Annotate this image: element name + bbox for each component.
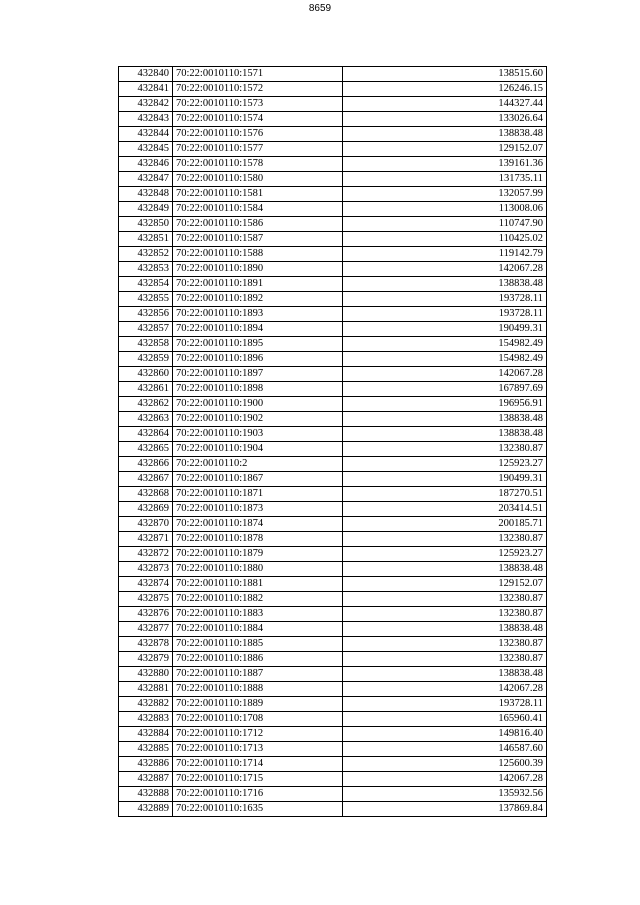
row-id-cell: 432885 <box>119 742 173 757</box>
value-cell: 200185.71 <box>343 517 547 532</box>
cadastral-number-cell: 70:22:0010110:1635 <box>173 802 343 817</box>
cadastral-number-cell: 70:22:0010110:1580 <box>173 172 343 187</box>
table-row <box>119 187 547 202</box>
table-row <box>119 67 547 82</box>
table-row <box>119 427 547 442</box>
cadastral-number-cell: 70:22:0010110:1577 <box>173 142 343 157</box>
value-cell: 138838.48 <box>343 667 547 682</box>
table-row <box>119 382 547 397</box>
row-id-cell: 432865 <box>119 442 173 457</box>
table-row <box>119 757 547 772</box>
cadastral-number-cell: 70:22:0010110:1883 <box>173 607 343 622</box>
row-id-cell: 432884 <box>119 727 173 742</box>
value-cell: 196956.91 <box>343 397 547 412</box>
cadastral-number-cell: 70:22:0010110:1874 <box>173 517 343 532</box>
table-row <box>119 547 547 562</box>
value-cell: 129152.07 <box>343 577 547 592</box>
row-id-cell: 432871 <box>119 532 173 547</box>
value-cell: 131735.11 <box>343 172 547 187</box>
row-id-cell: 432858 <box>119 337 173 352</box>
table-row <box>119 667 547 682</box>
table-row <box>119 562 547 577</box>
table-row <box>119 352 547 367</box>
table-row <box>119 502 547 517</box>
table-row <box>119 202 547 217</box>
cadastral-number-cell: 70:22:0010110:1712 <box>173 727 343 742</box>
row-id-cell: 432864 <box>119 427 173 442</box>
table-row <box>119 337 547 352</box>
row-id-cell: 432851 <box>119 232 173 247</box>
cadastral-number-cell: 70:22:0010110:1576 <box>173 127 343 142</box>
table-row <box>119 82 547 97</box>
value-cell: 165960.41 <box>343 712 547 727</box>
table-row <box>119 802 547 817</box>
cadastral-number-cell: 70:22:0010110:1708 <box>173 712 343 727</box>
value-cell: 110425.02 <box>343 232 547 247</box>
cadastral-number-cell: 70:22:0010110:1882 <box>173 592 343 607</box>
value-cell: 132380.87 <box>343 637 547 652</box>
table-row <box>119 367 547 382</box>
cadastral-number-cell: 70:22:0010110:1578 <box>173 157 343 172</box>
table-row <box>119 307 547 322</box>
cadastral-number-cell: 70:22:0010110:1892 <box>173 292 343 307</box>
table-row <box>119 97 547 112</box>
cadastral-number-cell: 70:22:0010110:1571 <box>173 67 343 82</box>
row-id-cell: 432861 <box>119 382 173 397</box>
table-row <box>119 127 547 142</box>
row-id-cell: 432882 <box>119 697 173 712</box>
table-row <box>119 262 547 277</box>
cadastral-number-cell: 70:22:0010110:1895 <box>173 337 343 352</box>
table-row <box>119 772 547 787</box>
cadastral-number-cell: 70:22:0010110:1884 <box>173 622 343 637</box>
value-cell: 142067.28 <box>343 262 547 277</box>
row-id-cell: 432852 <box>119 247 173 262</box>
table-row <box>119 157 547 172</box>
table-row <box>119 727 547 742</box>
value-cell: 125923.27 <box>343 547 547 562</box>
data-table <box>118 66 547 817</box>
value-cell: 125923.27 <box>343 457 547 472</box>
row-id-cell: 432840 <box>119 67 173 82</box>
row-id-cell: 432872 <box>119 547 173 562</box>
cadastral-number-cell: 70:22:0010110:1891 <box>173 277 343 292</box>
table-row <box>119 292 547 307</box>
row-id-cell: 432862 <box>119 397 173 412</box>
value-cell: 193728.11 <box>343 307 547 322</box>
cadastral-number-cell: 70:22:0010110:1898 <box>173 382 343 397</box>
row-id-cell: 432889 <box>119 802 173 817</box>
row-id-cell: 432854 <box>119 277 173 292</box>
row-id-cell: 432845 <box>119 142 173 157</box>
table-body <box>119 67 547 817</box>
row-id-cell: 432866 <box>119 457 173 472</box>
table-row <box>119 712 547 727</box>
cadastral-number-cell: 70:22:0010110:1896 <box>173 352 343 367</box>
row-id-cell: 432860 <box>119 367 173 382</box>
cadastral-number-cell: 70:22:0010110:1904 <box>173 442 343 457</box>
cadastral-number-cell: 70:22:0010110:1572 <box>173 82 343 97</box>
cadastral-number-cell: 70:22:0010110:2 <box>173 457 343 472</box>
value-cell: 144327.44 <box>343 97 547 112</box>
cadastral-number-cell: 70:22:0010110:1886 <box>173 652 343 667</box>
cadastral-number-cell: 70:22:0010110:1714 <box>173 757 343 772</box>
value-cell: 154982.49 <box>343 337 547 352</box>
table-row <box>119 487 547 502</box>
cadastral-number-cell: 70:22:0010110:1867 <box>173 472 343 487</box>
value-cell: 132380.87 <box>343 607 547 622</box>
row-id-cell: 432887 <box>119 772 173 787</box>
row-id-cell: 432888 <box>119 787 173 802</box>
row-id-cell: 432848 <box>119 187 173 202</box>
cadastral-number-cell: 70:22:0010110:1881 <box>173 577 343 592</box>
cadastral-number-cell: 70:22:0010110:1716 <box>173 787 343 802</box>
row-id-cell: 432855 <box>119 292 173 307</box>
cadastral-number-cell: 70:22:0010110:1588 <box>173 247 343 262</box>
cadastral-number-cell: 70:22:0010110:1587 <box>173 232 343 247</box>
table-row <box>119 607 547 622</box>
table-row <box>119 592 547 607</box>
value-cell: 132057.99 <box>343 187 547 202</box>
cadastral-number-cell: 70:22:0010110:1879 <box>173 547 343 562</box>
cadastral-number-cell: 70:22:0010110:1903 <box>173 427 343 442</box>
cadastral-number-cell: 70:22:0010110:1871 <box>173 487 343 502</box>
cadastral-number-cell: 70:22:0010110:1893 <box>173 307 343 322</box>
value-cell: 113008.06 <box>343 202 547 217</box>
cadastral-number-cell: 70:22:0010110:1873 <box>173 502 343 517</box>
row-id-cell: 432879 <box>119 652 173 667</box>
cadastral-number-cell: 70:22:0010110:1885 <box>173 637 343 652</box>
row-id-cell: 432849 <box>119 202 173 217</box>
value-cell: 142067.28 <box>343 682 547 697</box>
row-id-cell: 432880 <box>119 667 173 682</box>
value-cell: 167897.69 <box>343 382 547 397</box>
cadastral-number-cell: 70:22:0010110:1586 <box>173 217 343 232</box>
table-row <box>119 697 547 712</box>
value-cell: 126246.15 <box>343 82 547 97</box>
row-id-cell: 432853 <box>119 262 173 277</box>
value-cell: 133026.64 <box>343 112 547 127</box>
cadastral-number-cell: 70:22:0010110:1581 <box>173 187 343 202</box>
cadastral-number-cell: 70:22:0010110:1900 <box>173 397 343 412</box>
value-cell: 193728.11 <box>343 292 547 307</box>
value-cell: 138838.48 <box>343 412 547 427</box>
table-row <box>119 532 547 547</box>
table-row <box>119 217 547 232</box>
value-cell: 138838.48 <box>343 562 547 577</box>
row-id-cell: 432850 <box>119 217 173 232</box>
row-id-cell: 432847 <box>119 172 173 187</box>
table-row <box>119 742 547 757</box>
row-id-cell: 432883 <box>119 712 173 727</box>
table-row <box>119 682 547 697</box>
value-cell: 132380.87 <box>343 532 547 547</box>
page-number: 8659 <box>308 3 332 14</box>
value-cell: 203414.51 <box>343 502 547 517</box>
value-cell: 190499.31 <box>343 472 547 487</box>
row-id-cell: 432868 <box>119 487 173 502</box>
row-id-cell: 432873 <box>119 562 173 577</box>
cadastral-number-cell: 70:22:0010110:1715 <box>173 772 343 787</box>
row-id-cell: 432877 <box>119 622 173 637</box>
value-cell: 132380.87 <box>343 652 547 667</box>
cadastral-number-cell: 70:22:0010110:1888 <box>173 682 343 697</box>
value-cell: 138838.48 <box>343 622 547 637</box>
row-id-cell: 432867 <box>119 472 173 487</box>
table-row <box>119 652 547 667</box>
table-row <box>119 637 547 652</box>
table-row <box>119 577 547 592</box>
value-cell: 146587.60 <box>343 742 547 757</box>
value-cell: 142067.28 <box>343 772 547 787</box>
table-row <box>119 622 547 637</box>
value-cell: 154982.49 <box>343 352 547 367</box>
value-cell: 137869.84 <box>343 802 547 817</box>
value-cell: 110747.90 <box>343 217 547 232</box>
value-cell: 132380.87 <box>343 442 547 457</box>
cadastral-number-cell: 70:22:0010110:1574 <box>173 112 343 127</box>
table-row <box>119 322 547 337</box>
cadastral-number-cell: 70:22:0010110:1887 <box>173 667 343 682</box>
value-cell: 142067.28 <box>343 367 547 382</box>
value-cell: 138838.48 <box>343 277 547 292</box>
table-row <box>119 442 547 457</box>
value-cell: 132380.87 <box>343 592 547 607</box>
row-id-cell: 432841 <box>119 82 173 97</box>
table-row <box>119 397 547 412</box>
row-id-cell: 432859 <box>119 352 173 367</box>
row-id-cell: 432846 <box>119 157 173 172</box>
cadastral-number-cell: 70:22:0010110:1878 <box>173 532 343 547</box>
value-cell: 187270.51 <box>343 487 547 502</box>
value-cell: 135932.56 <box>343 787 547 802</box>
table-row <box>119 457 547 472</box>
row-id-cell: 432875 <box>119 592 173 607</box>
table-row <box>119 142 547 157</box>
row-id-cell: 432881 <box>119 682 173 697</box>
value-cell: 190499.31 <box>343 322 547 337</box>
row-id-cell: 432878 <box>119 637 173 652</box>
row-id-cell: 432876 <box>119 607 173 622</box>
value-cell: 139161.36 <box>343 157 547 172</box>
cadastral-number-cell: 70:22:0010110:1584 <box>173 202 343 217</box>
row-id-cell: 432874 <box>119 577 173 592</box>
row-id-cell: 432842 <box>119 97 173 112</box>
value-cell: 138838.48 <box>343 427 547 442</box>
row-id-cell: 432886 <box>119 757 173 772</box>
table-row <box>119 472 547 487</box>
cadastral-number-cell: 70:22:0010110:1902 <box>173 412 343 427</box>
table-row <box>119 277 547 292</box>
cadastral-number-cell: 70:22:0010110:1880 <box>173 562 343 577</box>
value-cell: 125600.39 <box>343 757 547 772</box>
cadastral-number-cell: 70:22:0010110:1713 <box>173 742 343 757</box>
value-cell: 138515.60 <box>343 67 547 82</box>
value-cell: 138838.48 <box>343 127 547 142</box>
cadastral-number-cell: 70:22:0010110:1573 <box>173 97 343 112</box>
value-cell: 193728.11 <box>343 697 547 712</box>
table-row <box>119 247 547 262</box>
row-id-cell: 432844 <box>119 127 173 142</box>
cadastral-number-cell: 70:22:0010110:1890 <box>173 262 343 277</box>
cadastral-number-cell: 70:22:0010110:1889 <box>173 697 343 712</box>
value-cell: 129152.07 <box>343 142 547 157</box>
table-row <box>119 787 547 802</box>
row-id-cell: 432843 <box>119 112 173 127</box>
table-row <box>119 172 547 187</box>
row-id-cell: 432863 <box>119 412 173 427</box>
cadastral-number-cell: 70:22:0010110:1894 <box>173 322 343 337</box>
table-row <box>119 232 547 247</box>
table-row <box>119 112 547 127</box>
table-row <box>119 517 547 532</box>
row-id-cell: 432856 <box>119 307 173 322</box>
value-cell: 119142.79 <box>343 247 547 262</box>
cadastral-number-cell: 70:22:0010110:1897 <box>173 367 343 382</box>
row-id-cell: 432870 <box>119 517 173 532</box>
table-row <box>119 412 547 427</box>
row-id-cell: 432869 <box>119 502 173 517</box>
row-id-cell: 432857 <box>119 322 173 337</box>
value-cell: 149816.40 <box>343 727 547 742</box>
